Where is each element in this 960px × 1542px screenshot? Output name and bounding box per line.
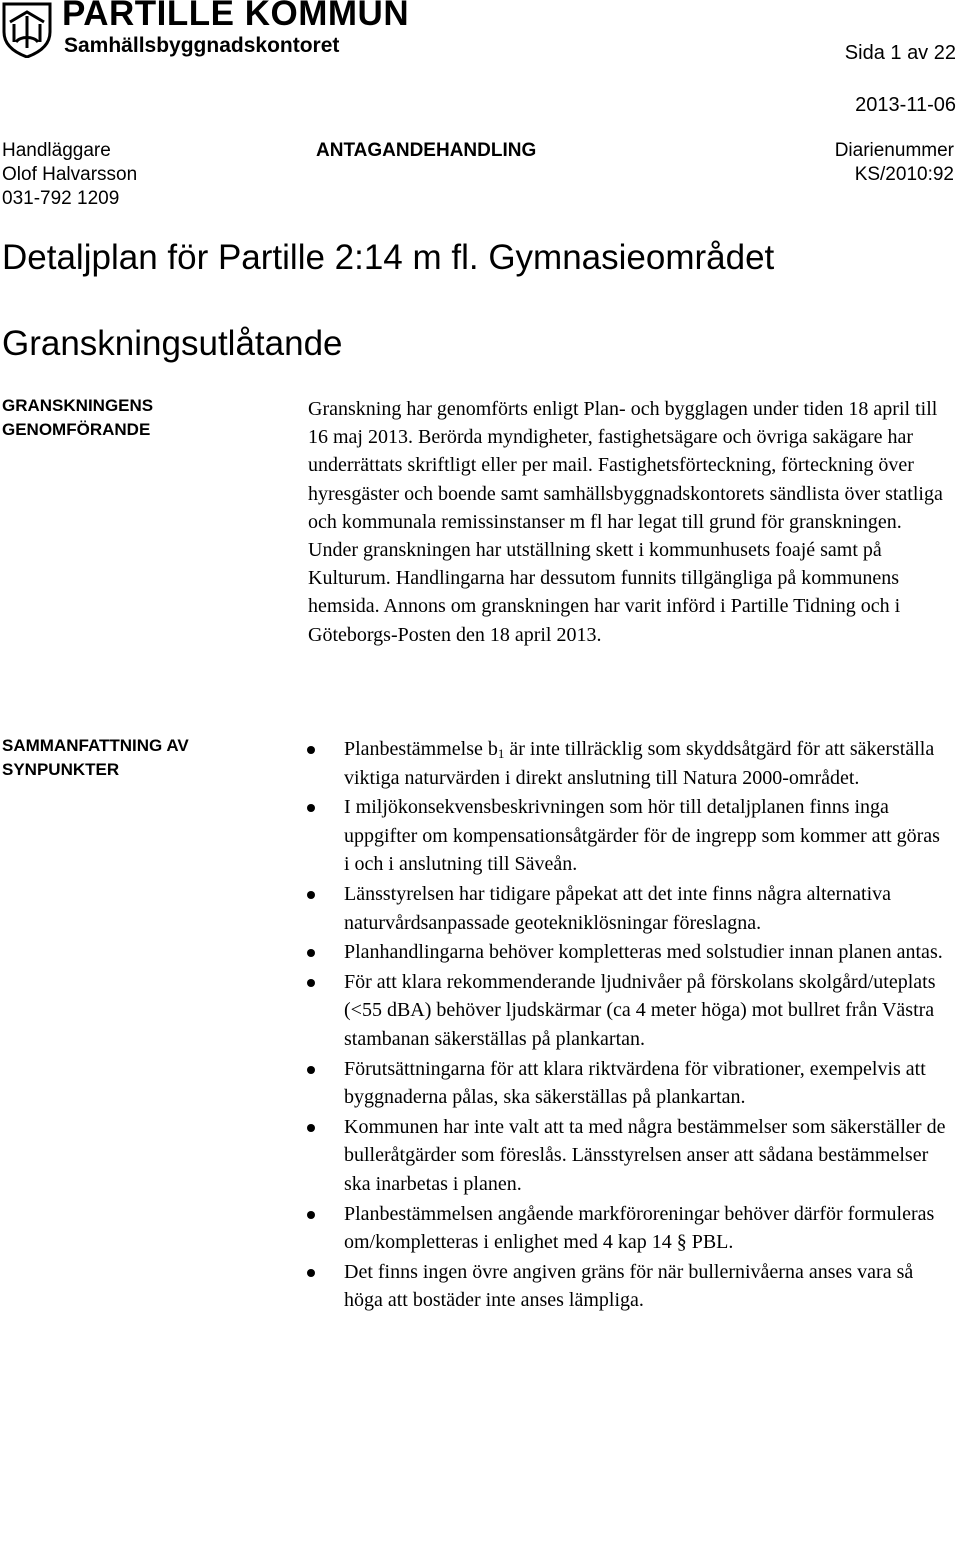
list-item	[306, 1258, 946, 1315]
list-item-text: För att klara rekommenderande ljudnivåer på förskolans skolgård/uteplats (<55 dBA) behöver ljudskärmar (ca 4 meter höga) mot bullret från Västra stambanan säkerställas på plankartan.	[344, 970, 936, 1050]
summary-bullet-list	[306, 735, 946, 1316]
list-item	[306, 938, 946, 967]
bullet-icon	[307, 949, 315, 957]
bullet-icon	[307, 804, 315, 812]
document-date: 2013-11-06	[855, 94, 956, 116]
bullet-icon	[307, 1211, 315, 1219]
list-item-text: Planbestämmelsen angående markföroreningar behöver därför formuleras om/kompletteras i enlighet med 4 kap 14 § PBL.	[344, 1202, 935, 1254]
section-heading-line: SAMMANFATTNING AV	[2, 736, 189, 755]
section-heading-review-process	[2, 394, 262, 442]
bullet-icon	[307, 891, 315, 899]
list-item-text: Planhandlingarna behöver kompletteras med solstudier innan planen antas.	[344, 941, 943, 964]
diary-number: KS/2010:92	[854, 164, 954, 185]
list-item	[306, 968, 946, 1054]
page-title: Detaljplan för Partille 2:14 m fl. Gymnasieområdet	[2, 238, 775, 277]
document-subtitle: Granskningsutlåtande	[2, 324, 343, 363]
list-item	[306, 793, 946, 879]
handler-name: Olof Halvarsson	[2, 164, 138, 185]
list-item	[306, 1055, 946, 1112]
subscript: 1	[497, 746, 505, 761]
municipality-crest-icon	[2, 2, 52, 58]
page-number: Sida 1 av 22	[844, 42, 956, 64]
list-item-text: Kommunen har inte valt att ta med några bestämmelser som säkerställer de bulleråtgärder som föreslås. Länsstyrelsen anser att sådana bestämmelser ska inarbetas i planen.	[344, 1115, 946, 1195]
list-item	[306, 1113, 946, 1199]
organization-name: PARTILLE KOMMUN	[62, 0, 410, 33]
bullet-icon	[307, 979, 315, 987]
list-item-text: Det finns ingen övre angiven gräns för när bullernivåerna anses vara så höga att bostäder inte anses lämpliga.	[344, 1260, 914, 1312]
review-process-paragraph: Granskning har genomförts enligt Plan- och bygglagen under tiden 18 april till 16 maj 2013. Berörda myndigheter, fastighetsägare och övriga sakägare har underrättats skriftligt eller per mail. Fastighetsförteckning, förteckning över hyresgäster och boende samt samhällsbyggnadskontorets sändlista över statliga och kommunala remissinstanser m fl har legat till grund för granskningen. Under granskningen har utställning skett i kommunhusets foajé samt på Kulturum. Handlingarna har dessutom funnits tillgängliga på kommunens hemsida. Annons om granskningen har varit införd i Partille Tidning och i Göteborgs-Posten den 18 april 2013.	[308, 398, 943, 646]
bullet-icon	[307, 746, 315, 754]
section-heading-line: SYNPUNKTER	[2, 760, 120, 779]
list-item	[306, 735, 946, 792]
department-name: Samhällsbyggnadskontoret	[64, 34, 340, 57]
section-heading-line: GRANSKNINGENS	[2, 396, 154, 415]
section-heading-summary	[2, 734, 262, 782]
list-item-text: Planbestämmelse $b_1$ är inte tillräcklig som skyddsåtgärd för att säkerställa viktiga naturvärden i direkt anslutning till Natura 2000-området.	[344, 738, 935, 789]
list-item	[306, 1200, 946, 1257]
list-item-text: Länsstyrelsen har tidigare påpekat att det inte finns några alternativa naturvårdsanpassade geotekniklösningar föreslagna.	[344, 882, 892, 934]
bullet-icon	[307, 1269, 315, 1277]
list-item-text: I miljökonsekvensbeskrivningen som hör till detaljplanen finns inga uppgifter om kompensationsåtgärder för de ingrepp som kommer att göras i och i anslutning till Säveån.	[344, 796, 940, 876]
section-heading-line: GENOMFÖRANDE	[2, 420, 151, 439]
list-item	[306, 880, 946, 937]
handler-phone: 031-792 1209	[2, 188, 120, 209]
bullet-icon	[307, 1066, 315, 1074]
bullet-icon	[307, 1124, 315, 1132]
document-status: ANTAGANDEHANDLING	[316, 140, 537, 161]
handler-label: Handläggare	[2, 140, 111, 161]
list-item-text: Förutsättningarna för att klara riktvärdena för vibrationer, exempelvis att byggnaderna pålas, ska säkerställas på plankartan.	[344, 1057, 926, 1109]
diary-number-label: Diarienummer	[834, 140, 954, 161]
